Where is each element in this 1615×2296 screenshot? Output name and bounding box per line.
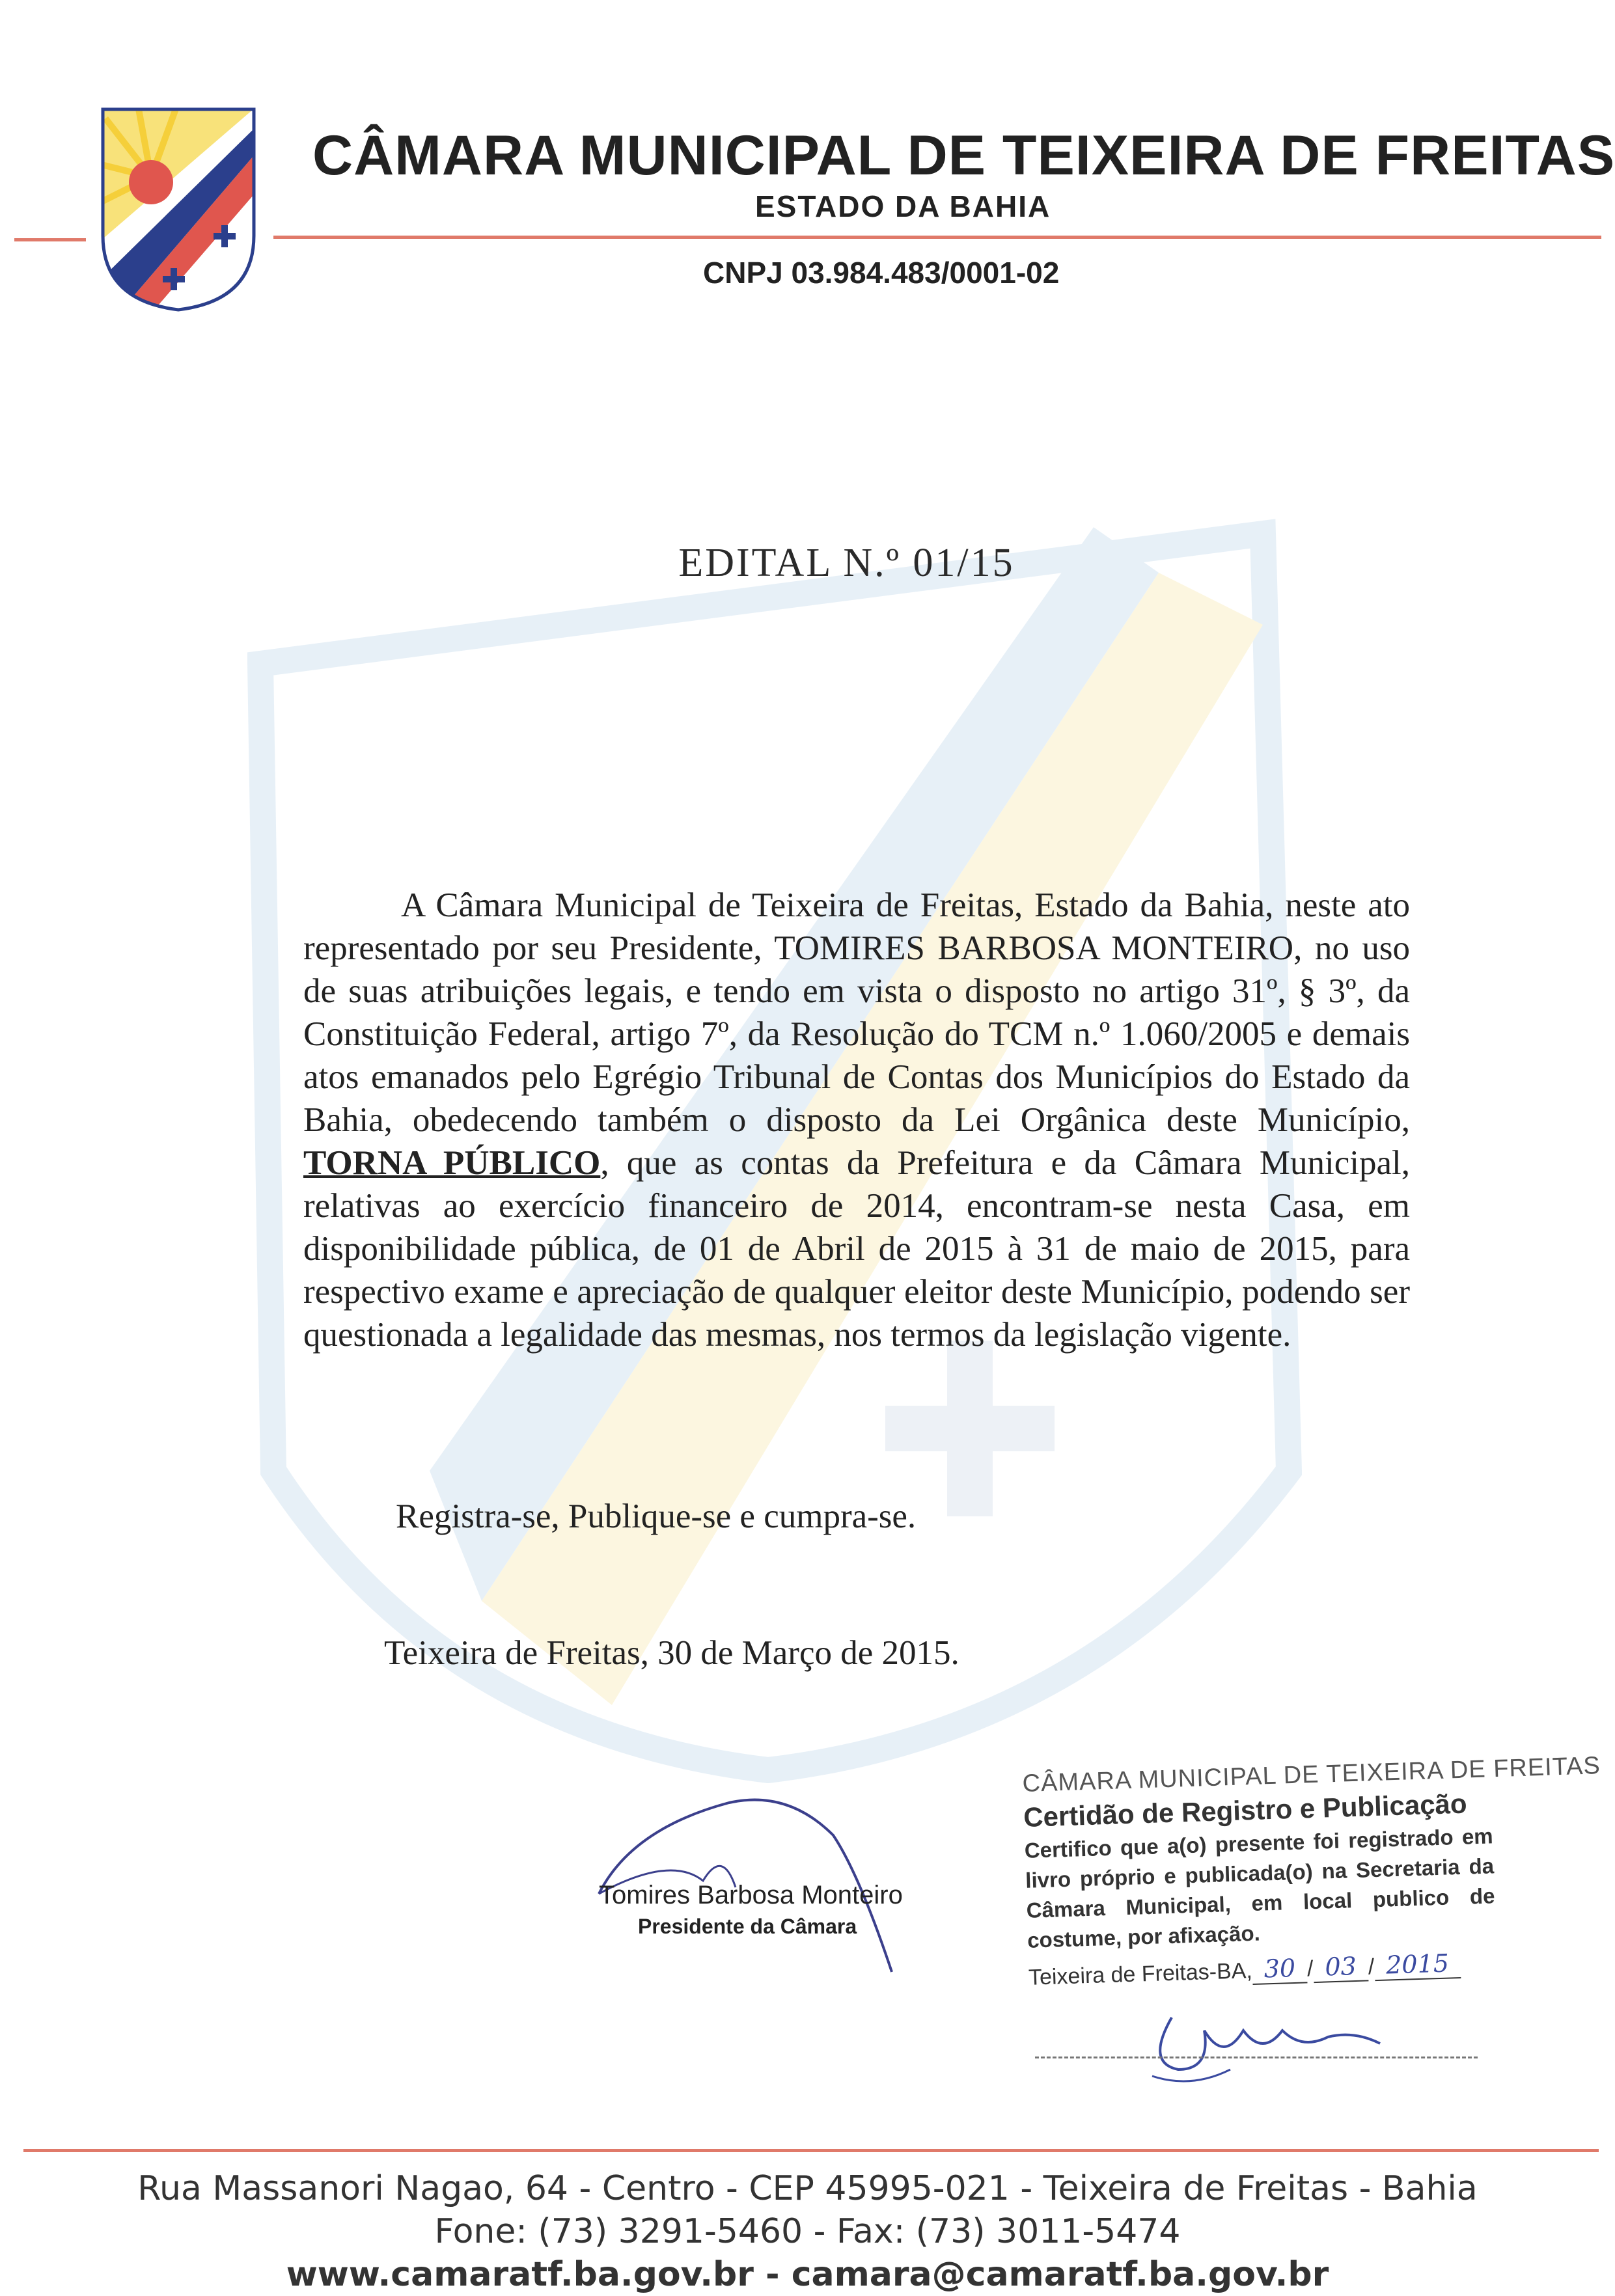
footer-address: Rua Massanori Nagao, 64 - Centro - CEP 45995-021 - Teixeira de Freitas - Bahia [137, 2169, 1478, 2208]
state-subtitle: ESTADO DA BAHIA [755, 189, 1051, 223]
stamp-year: 2015 [1374, 1948, 1461, 1981]
clerk-signature-icon [1133, 1991, 1406, 2089]
stamp-date-row: Teixeira de Freitas-BA, 30 / 03 / 2015 [1028, 1947, 1497, 1991]
cnpj-number: CNPJ 03.984.483/0001-02 [703, 256, 1060, 290]
stamp-signature-line [1035, 2057, 1478, 2058]
torna-publico-emphasis: TORNA PÚBLICO [303, 1144, 601, 1182]
body-text-intro: A Câmara Municipal de Teixeira de Freitas, Estado da Bahia, neste ato representado por seu Presidente, TOMIRES BARBOSA MONTEIRO, no uso de suas atribuições legais, e tendo em vista o disposto no artigo 31º, § 3º, da Constituição Federal, artigo 7º, da Resolução do TCM n.º 1.060/2005 e demais atos emanados pelo Egrégio Tribunal de Contas dos Municípios do Estado da Bahia, obedecendo também o disposto da Lei Orgânica deste Município, [303, 886, 1410, 1139]
footer-contact [0, 2167, 1615, 2296]
body-text-rest: , que as contas da Prefeitura e da Câmara Municipal, relativas ao exercício financeiro de 2014, encontram-se nesta Casa, em disponibilidade pública, de 01 de Abril de 2015 à 31 de maio de 2015, para respectivo exame e apreciação de qualquer eleitor deste Município, podendo ser questionada a legalidade das mesmas, nos termos da legislação vigente. [303, 1144, 1410, 1354]
municipal-crest-icon [99, 105, 258, 314]
signer-name: Tomires Barbosa Monteiro [599, 1881, 903, 1909]
stamp-month: 03 [1313, 1951, 1369, 1983]
header-divider-right [273, 236, 1601, 239]
stamp-header: CÂMARA MUNICIPAL DE TEIXEIRA DE FREITAS [1022, 1752, 1601, 1797]
stamp-date-label: Teixeira de Freitas-BA, [1028, 1958, 1253, 1990]
footer-web-email: www.camaratf.ba.gov.br - camara@camaratf.ba.gov.br [286, 2255, 1329, 2294]
stamp-text: Certifico que a(o) presente foi registrado em livro próprio e publicada(o) na Secretaria da Câmara Municipal, em local publico de costume, por afixação. [1024, 1824, 1495, 1952]
stamp-title: Certidão de Registro e Publicação [1023, 1788, 1468, 1833]
footer-phone: Fone: (73) 3291-5460 - Fax: (73) 3011-5474 [434, 2212, 1181, 2251]
stamp-day: 30 [1252, 1953, 1308, 1985]
header-divider-left [14, 238, 86, 241]
footer-divider [23, 2149, 1599, 2152]
signer-role: Presidente da Câmara [638, 1915, 857, 1938]
institution-title: CÂMARA MUNICIPAL DE TEIXEIRA DE FREITAS [312, 124, 1615, 187]
edital-body [303, 884, 1410, 1356]
edital-heading: EDITAL N.º 01/15 [678, 541, 1015, 585]
closing-formula: Registra-se, Publique-se e cumpra-se. [396, 1497, 917, 1535]
place-date: Teixeira de Freitas, 30 de Março de 2015. [384, 1634, 959, 1672]
registration-stamp [1022, 1752, 1601, 1990]
